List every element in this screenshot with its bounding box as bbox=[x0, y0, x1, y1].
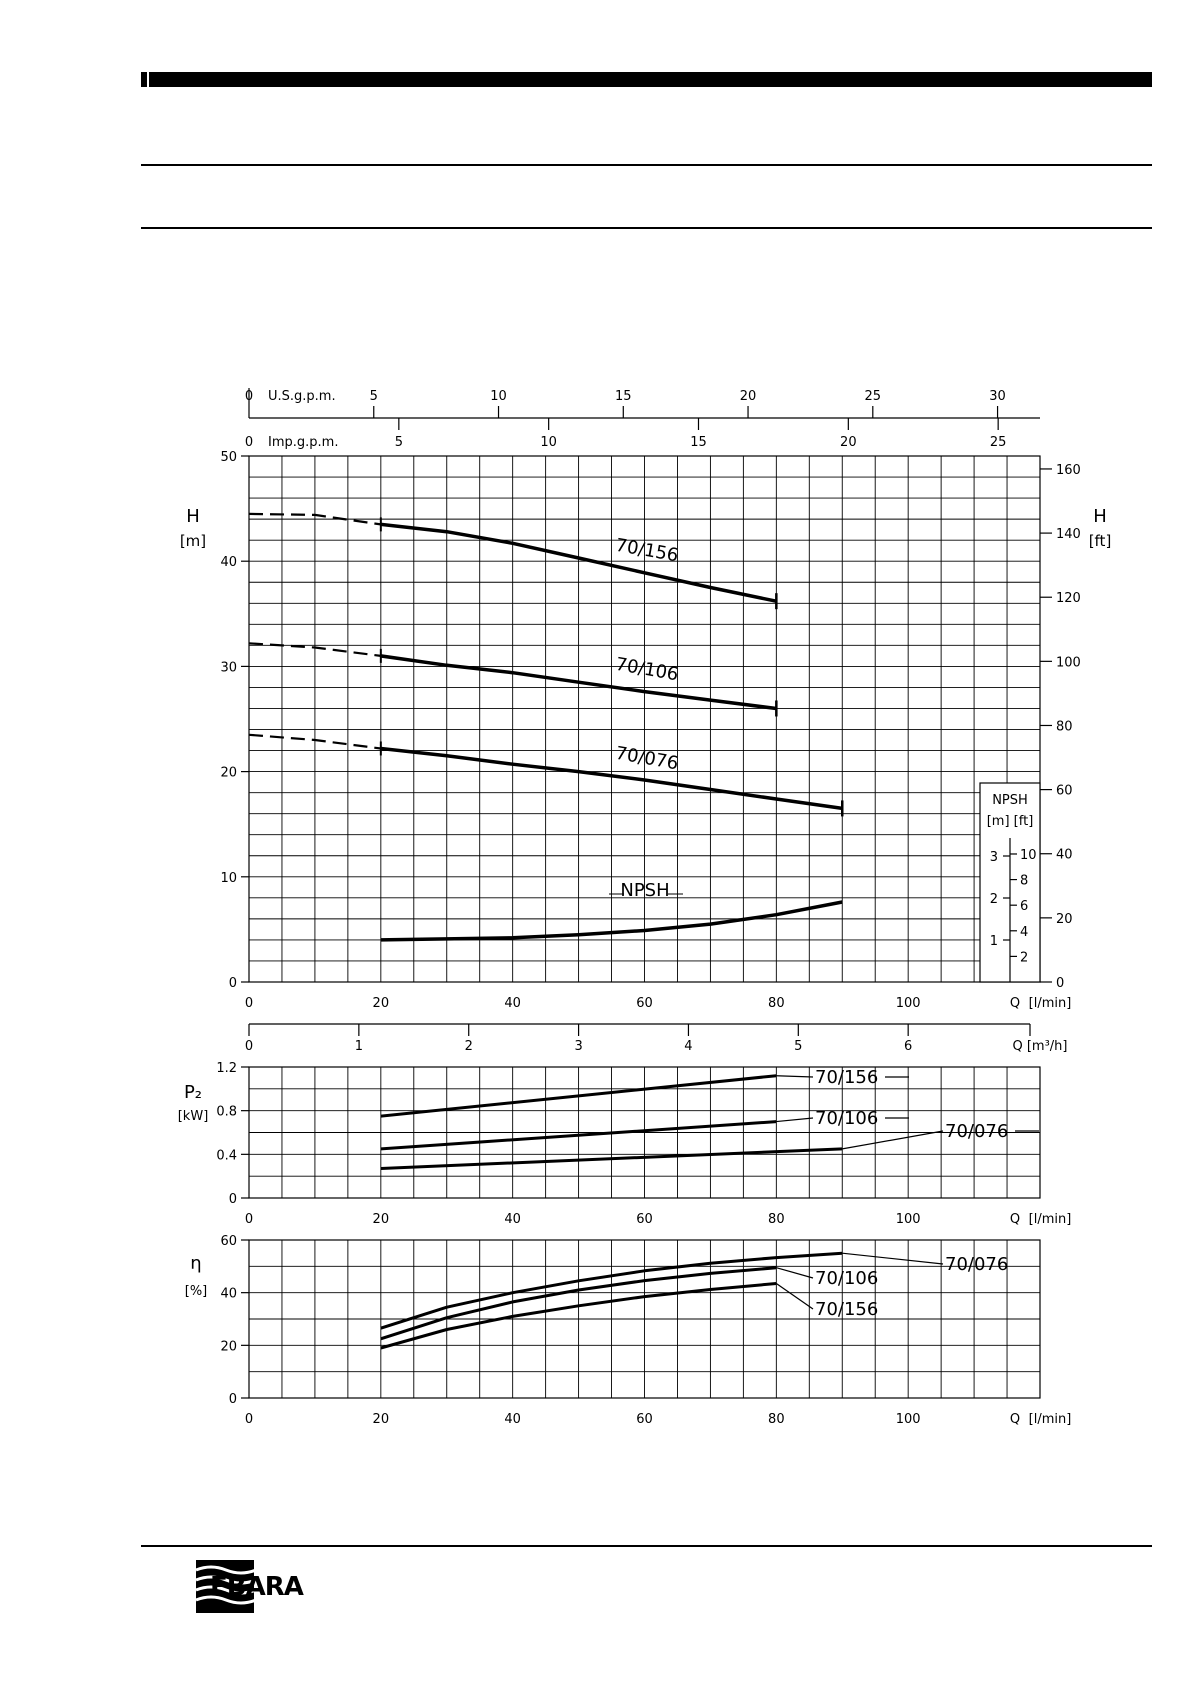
power-x-tick-label: 100 bbox=[895, 1212, 921, 1227]
usgpm-tick-label: 0 bbox=[244, 389, 254, 404]
power-y-tick-label: 0.8 bbox=[216, 1104, 237, 1120]
usgpm-tick-label: 30 bbox=[989, 389, 1006, 404]
power-x-tick-label: 60 bbox=[636, 1212, 653, 1227]
eff-curve-label: 70/106 bbox=[815, 1268, 879, 1289]
eff-y-tick-label: 20 bbox=[220, 1339, 237, 1355]
power-x-unit: [l/min] bbox=[1028, 1212, 1072, 1227]
eff-y-tick-label: 60 bbox=[220, 1234, 237, 1249]
eff-label-leader bbox=[776, 1283, 813, 1309]
eff-label-leader bbox=[842, 1253, 943, 1264]
head-y2-tick-label: 160 bbox=[1056, 462, 1081, 478]
eff-label-leader bbox=[776, 1268, 813, 1278]
head-y-tick-label: 20 bbox=[220, 765, 237, 781]
head-x-tick-label: 40 bbox=[504, 996, 521, 1011]
power-x-tick-label: 20 bbox=[372, 1212, 390, 1227]
power-x-tick-label: 0 bbox=[244, 1212, 254, 1227]
eff-x-tick-label: 20 bbox=[372, 1412, 390, 1427]
power-curve-label: 70/156 bbox=[815, 1067, 879, 1088]
head-y2-tick-label: 100 bbox=[1056, 655, 1081, 671]
head-y-tick-label: 0 bbox=[228, 976, 237, 991]
power-curve-label: 70/076 bbox=[945, 1121, 1009, 1142]
npsh-ft-tick-label: 4 bbox=[1020, 924, 1029, 940]
power-x-tick-label: 40 bbox=[504, 1212, 521, 1227]
npsh-ft-tick-label: 8 bbox=[1020, 873, 1029, 889]
usgpm-tick-label: 10 bbox=[490, 389, 507, 404]
power-y-label: P₂ bbox=[183, 1082, 203, 1103]
impgpm-tick-label: 5 bbox=[394, 435, 403, 450]
usgpm-tick-label: 20 bbox=[739, 389, 757, 404]
usgpm-axis-label: U.S.g.p.m. bbox=[268, 389, 336, 404]
npsh-curve-label: NPSH bbox=[620, 880, 670, 901]
brand-name: EBARA bbox=[210, 1572, 303, 1602]
m3h-tick-label: 4 bbox=[684, 1039, 693, 1054]
npsh-scale-title: NPSH bbox=[992, 793, 1028, 808]
head-x-tick-label: 60 bbox=[636, 996, 653, 1011]
eff-x-tick-label: 60 bbox=[636, 1412, 653, 1427]
npsh-m-tick-label: 3 bbox=[989, 850, 998, 865]
head-y-tick-label: 30 bbox=[220, 660, 237, 676]
npsh-ft-tick-label: 6 bbox=[1020, 899, 1029, 915]
eff-x-tick-label: 0 bbox=[244, 1412, 254, 1427]
head-y2-tick-label: 120 bbox=[1056, 591, 1081, 607]
head-y-label: H bbox=[186, 506, 200, 527]
head-x-tick-label: 0 bbox=[244, 996, 254, 1011]
usgpm-tick-label: 15 bbox=[615, 389, 632, 404]
power-y-unit: [kW] bbox=[177, 1109, 209, 1124]
head-y2-tick-label: 60 bbox=[1056, 783, 1073, 799]
npsh-ft-tick-label: 10 bbox=[1020, 847, 1037, 863]
head-curve-label: 70/076 bbox=[613, 742, 680, 775]
m3h-tick-label: 5 bbox=[794, 1039, 803, 1054]
impgpm-axis-label: Imp.g.p.m. bbox=[268, 435, 339, 450]
head-y-unit: [m] bbox=[179, 532, 207, 550]
usgpm-tick-label: 5 bbox=[369, 389, 378, 404]
eff-x-unit: [l/min] bbox=[1028, 1412, 1072, 1427]
impgpm-tick-label: 25 bbox=[989, 435, 1007, 450]
power-label-leader bbox=[842, 1131, 943, 1149]
impgpm-tick-label: 20 bbox=[840, 435, 857, 450]
m3h-tick-label: 2 bbox=[464, 1039, 473, 1054]
m3h-tick-label: 1 bbox=[354, 1039, 364, 1054]
eff-curve-label: 70/156 bbox=[815, 1299, 879, 1320]
power-label-leader bbox=[776, 1076, 813, 1077]
head-x-label: Q bbox=[1009, 996, 1021, 1011]
power-y-tick-label: 0.4 bbox=[216, 1148, 237, 1164]
head-y2-tick-label: 80 bbox=[1056, 719, 1073, 735]
power-y-tick-label: 1.2 bbox=[216, 1061, 237, 1076]
m3h-tick-label: 3 bbox=[574, 1039, 583, 1054]
eff-y-unit: [%] bbox=[184, 1284, 208, 1299]
power-x-label: Q bbox=[1009, 1212, 1021, 1227]
head-curve-label: 70/156 bbox=[613, 534, 680, 567]
impgpm-tick-label: 15 bbox=[690, 435, 707, 450]
head-y-tick-label: 40 bbox=[220, 555, 237, 571]
power-x-tick-label: 80 bbox=[768, 1212, 785, 1227]
impgpm-tick-label: 10 bbox=[540, 435, 557, 450]
eff-x-label: Q bbox=[1009, 1412, 1021, 1427]
power-curve-label: 70/106 bbox=[815, 1108, 879, 1129]
power-y-tick-label: 0 bbox=[228, 1192, 237, 1207]
head-x-tick-label: 80 bbox=[768, 996, 785, 1011]
head-y-tick-label: 50 bbox=[220, 450, 237, 465]
head-x-unit: [l/min] bbox=[1028, 996, 1072, 1011]
head-y2-label: H bbox=[1093, 506, 1107, 527]
head-x-tick-label: 20 bbox=[372, 996, 390, 1011]
m3h-tick-label: 0 bbox=[244, 1039, 254, 1054]
eff-y-tick-label: 0 bbox=[228, 1392, 237, 1407]
eff-curve-label: 70/076 bbox=[945, 1254, 1009, 1275]
eff-x-tick-label: 40 bbox=[504, 1412, 521, 1427]
head-y-tick-label: 10 bbox=[220, 870, 237, 886]
eff-y-label: η bbox=[190, 1253, 202, 1274]
footer-rule bbox=[141, 1545, 1152, 1547]
head-y2-tick-label: 140 bbox=[1056, 527, 1081, 543]
m3h-axis-label: Q [m³/h] bbox=[1012, 1039, 1068, 1054]
npsh-ft-tick-label: 2 bbox=[1020, 950, 1029, 966]
head-y2-unit: [ft] bbox=[1088, 532, 1112, 550]
npsh-m-tick-label: 2 bbox=[989, 892, 998, 907]
eff-y-tick-label: 40 bbox=[220, 1286, 237, 1302]
npsh-scale-units: [m] [ft] bbox=[986, 814, 1034, 829]
head-curve-label: 70/106 bbox=[613, 653, 680, 686]
m3h-tick-label: 6 bbox=[904, 1039, 913, 1054]
head-y2-tick-label: 20 bbox=[1056, 911, 1073, 927]
eff-x-tick-label: 80 bbox=[768, 1412, 785, 1427]
usgpm-tick-label: 25 bbox=[864, 389, 882, 404]
impgpm-tick-label: 0 bbox=[244, 435, 254, 450]
head-y2-tick-label: 40 bbox=[1056, 847, 1073, 863]
eff-x-tick-label: 100 bbox=[895, 1412, 921, 1427]
npsh-m-tick-label: 1 bbox=[989, 934, 998, 949]
head-x-tick-label: 100 bbox=[895, 996, 921, 1011]
head-y2-tick-label: 0 bbox=[1056, 976, 1065, 991]
power-label-leader bbox=[776, 1118, 813, 1122]
